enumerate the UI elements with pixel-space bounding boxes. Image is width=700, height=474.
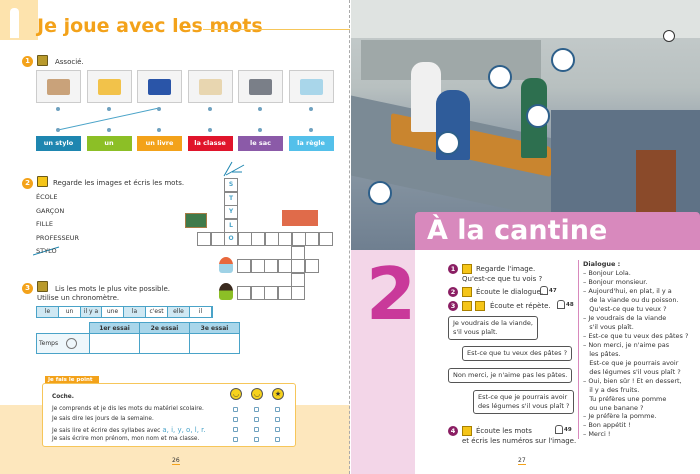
- match-dot[interactable]: [208, 128, 212, 132]
- match-dot[interactable]: [157, 128, 161, 132]
- girl-illustration: [219, 283, 233, 300]
- page-title: Je joue avec les mots: [37, 15, 263, 37]
- time-input[interactable]: [140, 334, 190, 354]
- grin-icon: ◡: [251, 388, 263, 400]
- grid-cell[interactable]: [237, 286, 251, 300]
- match-dot[interactable]: [258, 128, 262, 132]
- grid-cell[interactable]: L: [224, 219, 238, 233]
- school-illustration: [282, 210, 318, 226]
- dialogue-title: Dialogue :: [583, 260, 621, 268]
- match-dot[interactable]: [208, 107, 212, 111]
- picture-laptop: [238, 70, 283, 103]
- headphones-icon: [557, 300, 565, 309]
- pen-sketch-icon: [222, 160, 247, 178]
- row-label: Temps: [39, 340, 59, 347]
- row-text: Je comprends et je dis les mots du matériel scolaire.: [52, 406, 204, 412]
- instruction-number: 3: [448, 301, 458, 311]
- smile-icon: ◡: [230, 388, 242, 400]
- bubble-line: Est-ce que je pourrais avoir: [478, 393, 568, 401]
- dialogue-line: s'il vous plaît.: [583, 322, 634, 331]
- speech-bubble: [448, 316, 538, 340]
- speech-bubble: [462, 346, 572, 361]
- word-cell: c'est: [146, 307, 168, 317]
- picture-pen: [137, 70, 182, 103]
- word: PROFESSEUR: [36, 233, 80, 242]
- grid-cell[interactable]: [264, 259, 278, 273]
- row-text: Je sais lire et écrire des syllabes avec: [52, 428, 161, 434]
- match-dot[interactable]: [258, 107, 262, 111]
- word-label: un livre: [137, 136, 182, 151]
- picture-book: [188, 70, 233, 103]
- checkbox[interactable]: [233, 427, 238, 432]
- trial-header: 1er essai: [90, 323, 140, 334]
- checkbox[interactable]: [254, 407, 259, 412]
- page-number: 27: [518, 457, 526, 464]
- checkbox[interactable]: [275, 427, 280, 432]
- instruction: Utilise un chronomètre.: [37, 294, 120, 302]
- bubble-line: Non merci, je n'aime pas les pâtes.: [453, 371, 568, 379]
- word-cell: la: [124, 307, 146, 317]
- checkbox[interactable]: [254, 437, 259, 442]
- match-dot[interactable]: [56, 107, 60, 111]
- instruction-text: et écris les numéros sur l'image.: [462, 437, 577, 445]
- grid-cell[interactable]: [278, 232, 292, 246]
- instruction-text: Écoute les mots: [476, 427, 532, 435]
- speech-bubble: [473, 390, 574, 414]
- track-number: 48: [566, 302, 574, 308]
- clock-icon: [663, 30, 675, 42]
- checkbox[interactable]: [275, 417, 280, 422]
- instruction-text: Regarde l'image.: [476, 265, 536, 273]
- dialogue-line: – Je voudrais de la viande: [583, 313, 667, 322]
- grid-cell[interactable]: [197, 232, 211, 246]
- row-text: Je sais écrire mon prénom, mon nom et ma classe.: [52, 436, 200, 442]
- time-input[interactable]: [90, 334, 140, 354]
- word: FILLE: [36, 220, 54, 229]
- exercise-number: 3: [22, 283, 33, 294]
- track-number: 47: [549, 288, 557, 294]
- dialogue-line: – Bonjour monsieur.: [583, 277, 648, 286]
- assessment-row: [52, 426, 206, 434]
- dialogue-line: Est-ce que je pourrais avoir: [583, 358, 679, 367]
- match-dot[interactable]: [157, 107, 161, 111]
- checkbox[interactable]: [233, 417, 238, 422]
- dialogue-line: il y a des fruits.: [583, 385, 640, 394]
- time-input[interactable]: [190, 334, 240, 354]
- dialogue-line: de la viande ou du poisson.: [583, 295, 679, 304]
- audio-track[interactable]: [557, 300, 574, 309]
- star-eyes-icon: ★: [272, 388, 284, 400]
- page-number: 26: [172, 457, 180, 464]
- grid-cell[interactable]: [278, 259, 292, 273]
- exercise-number: 2: [22, 178, 33, 189]
- grid-cell[interactable]: [291, 286, 305, 300]
- listen-icon: [462, 426, 472, 436]
- dialogue-line: les pâtes.: [583, 349, 621, 358]
- row-text: Je sais dire les jours de la semaine.: [52, 416, 154, 422]
- grid-cell[interactable]: [305, 232, 319, 246]
- dialogue-line: – Non merci, je n'aime pas: [583, 340, 670, 349]
- word-cell: il: [190, 307, 212, 317]
- stopwatch-icon: [66, 338, 77, 349]
- repeat-icon: [475, 301, 485, 311]
- label-circle[interactable]: [526, 104, 550, 128]
- instruction: Regarde les images et écris les mots.: [53, 179, 185, 187]
- grid-cell[interactable]: [238, 232, 252, 246]
- dialogue-line: Tu préfères une pomme: [583, 394, 667, 403]
- bubble-line: s'il vous plaît.: [453, 327, 498, 336]
- boy-illustration: [219, 257, 233, 273]
- word-cell: elle: [168, 307, 190, 317]
- assessment-row: [52, 416, 154, 422]
- instruction-number: 4: [448, 426, 458, 436]
- self-assessment-box: [42, 383, 296, 447]
- dialogue-line: – Est-ce que tu veux des pâtes ?: [583, 331, 689, 340]
- bubble-line: Je voudrais de la viande,: [453, 319, 533, 327]
- dialogue-line: – Merci !: [583, 430, 611, 439]
- label-circle[interactable]: [551, 48, 575, 72]
- instruction-number: 1: [448, 264, 458, 274]
- match-dot[interactable]: [309, 107, 313, 111]
- grid-cell[interactable]: [291, 273, 305, 287]
- dialogue-line: ou une banane ?: [583, 403, 644, 412]
- headphones-icon: [540, 286, 548, 295]
- word: STYLO: [36, 247, 57, 256]
- timer-table: [36, 322, 240, 354]
- instruction-number: 2: [448, 287, 458, 297]
- picture-ruler: [289, 70, 334, 103]
- pencil-icon: [37, 176, 48, 187]
- grid-cell[interactable]: [251, 259, 265, 273]
- grid-cell[interactable]: Y: [224, 205, 238, 219]
- grid-cell[interactable]: [291, 259, 305, 273]
- instruction-text: Qu'est-ce que tu vois ?: [462, 275, 543, 283]
- track-number: 49: [564, 427, 572, 433]
- listen-icon: [462, 301, 472, 311]
- book-icon: [37, 281, 48, 292]
- checkbox[interactable]: [275, 437, 280, 442]
- label-circle[interactable]: [436, 131, 460, 155]
- checkbox[interactable]: [233, 437, 238, 442]
- grid-cell[interactable]: [265, 232, 279, 246]
- grid-cell[interactable]: [305, 259, 319, 273]
- bubble-line: Est-ce que tu veux des pâtes ?: [467, 349, 568, 357]
- match-dot[interactable]: [107, 128, 111, 132]
- instruction-text: Écoute le dialogue.: [476, 288, 544, 296]
- listen-icon: [462, 287, 472, 297]
- speech-bubble: [448, 368, 572, 383]
- match-dot[interactable]: [56, 128, 60, 132]
- bubble-line: des légumes s'il vous plaît ?: [478, 401, 570, 410]
- word: ÉCOLE: [36, 193, 58, 201]
- instruction: Lis les mots le plus vite possible.: [55, 285, 170, 293]
- audio-track[interactable]: [555, 425, 572, 434]
- checkbox[interactable]: [254, 417, 259, 422]
- grid-cell[interactable]: T: [224, 192, 238, 206]
- audio-track[interactable]: [540, 286, 557, 295]
- trial-header: 3e essai: [190, 323, 240, 334]
- heading: Coche.: [52, 394, 74, 400]
- dialogue-line: des légumes s'il vous plaît ?: [583, 367, 681, 376]
- match-dot[interactable]: [309, 128, 313, 132]
- speech-icon: [462, 264, 472, 274]
- match-dot[interactable]: [107, 107, 111, 111]
- checkbox[interactable]: [254, 427, 259, 432]
- trial-header: 2e essai: [140, 323, 190, 334]
- instruction-text: Écoute et répète.: [490, 302, 551, 310]
- grid-cell[interactable]: [319, 232, 333, 246]
- dialogue-line: – Aujourd'hui, en plat, il y a: [583, 286, 672, 295]
- assessment-row: [52, 436, 199, 442]
- word-label: un ordinateur: [87, 136, 132, 151]
- word-label: la classe: [188, 136, 233, 151]
- grid-cell[interactable]: O: [224, 232, 238, 246]
- dialogue-line: – Oui, bien sûr ! Et en dessert,: [583, 376, 682, 385]
- dialogue-line: – Je préfère la pomme.: [583, 412, 657, 421]
- grid-cell[interactable]: [237, 259, 251, 273]
- unit-number: 2: [366, 252, 417, 336]
- picture-backpack: [87, 70, 132, 103]
- grid-cell[interactable]: [211, 232, 225, 246]
- headphones-icon: [555, 425, 563, 434]
- dialogue-column: [578, 260, 698, 439]
- assessment-row: [52, 406, 204, 412]
- teacher-illustration: [185, 213, 207, 228]
- instruction: Associé.: [55, 58, 84, 66]
- grid-cell[interactable]: [251, 232, 265, 246]
- word: GARÇON: [36, 206, 65, 215]
- word-strip: [36, 306, 213, 318]
- grid-cell[interactable]: [251, 286, 265, 300]
- checkbox[interactable]: [275, 407, 280, 412]
- word-cell: le: [37, 307, 59, 317]
- label-circle[interactable]: [488, 65, 512, 89]
- grid-cell[interactable]: [291, 246, 305, 260]
- word-cell: une: [102, 307, 124, 317]
- exercise-number: 1: [22, 56, 33, 67]
- word-label: le sac: [238, 136, 283, 151]
- picture-classroom: [36, 70, 81, 103]
- label-circle[interactable]: [368, 181, 392, 205]
- word-label: un stylo: [36, 136, 81, 151]
- dialogue-line: Qu'est-ce que tu veux ?: [583, 304, 667, 313]
- word-cell: il y a: [81, 307, 102, 317]
- grid-cell[interactable]: [278, 286, 292, 300]
- grid-cell[interactable]: [292, 232, 306, 246]
- syllables: a, i, y, o, l, r.: [162, 426, 206, 434]
- checkbox[interactable]: [233, 407, 238, 412]
- grid-cell[interactable]: S: [224, 178, 238, 192]
- unit-title: À la cantine: [415, 212, 700, 250]
- grid-cell[interactable]: [264, 286, 278, 300]
- word-cell: un: [59, 307, 81, 317]
- dialogue-line: – Bonjour Lola.: [583, 268, 631, 277]
- dialogue-line: – Bon appétit !: [583, 421, 631, 430]
- word-label: la règle: [289, 136, 334, 151]
- section-tab: Je fais le point: [45, 376, 99, 384]
